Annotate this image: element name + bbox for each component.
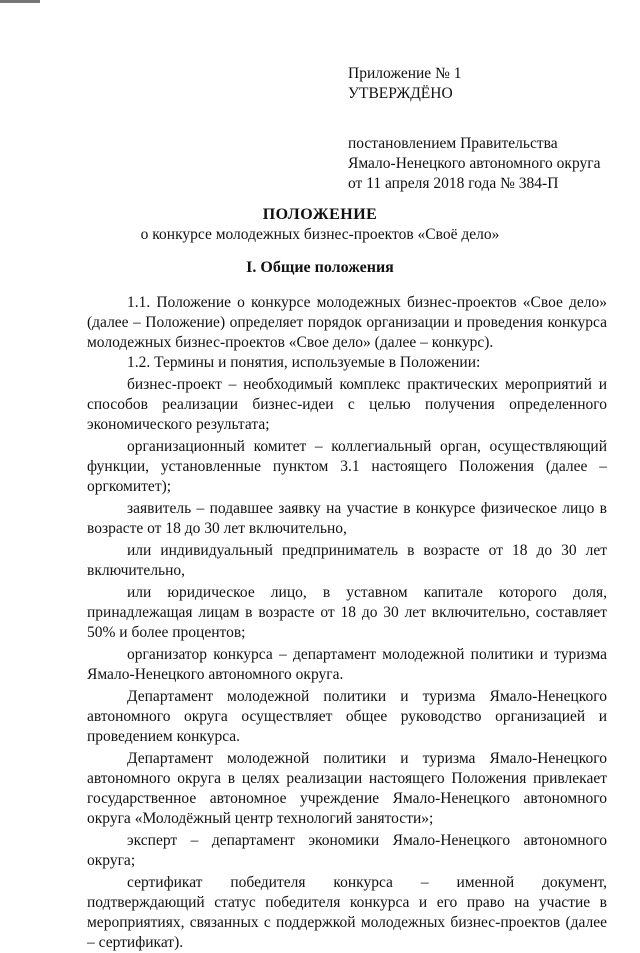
term-applicant: заявитель – подавшее заявку на участие в конкурсе физическое лицо в возрасте от 18 до 30 лет включительно, [87,500,607,537]
document-body [87,293,607,953]
decree-line-3: от 11 апреля 2018 года № 384-П [348,175,559,192]
document-title-block [0,205,640,245]
department-involves-center: Департамент молодежной политики и туризма Ямало-Ненецкого автономного округа в целях реализации настоящего Положения привлекает государственное автономное учреждение Ямало-Ненецкого автономного округа «Молодёжный центр технологий занятости»; [87,750,607,827]
term-business-project: бизнес-проект – необходимый комплекс практических мероприятий и способов реализации бизнес-идеи с целью получения определенного экономического результата; [87,376,607,433]
section-heading: I. Общие положения [246,259,394,276]
term-applicant-entrepreneur: или индивидуальный предприниматель в возрасте от 18 до 30 лет включительно, [87,542,607,579]
approved-label: УТВЕРЖДЁНО [348,85,453,102]
appendix-number: Приложение № 1 [348,65,462,82]
decree-line-1: постановлением Правительства [348,135,558,152]
document-subtitle: о конкурсе молодежных бизнес-проектов «Своё дело» [140,226,500,243]
document-title: ПОЛОЖЕНИЕ [262,206,378,223]
term-organizer: организатор конкурса – департамент молодежной политики и туризма Ямало-Ненецкого автономного округа. [87,646,607,683]
paragraph-1-2: 1.2. Термины и понятия, используемые в Положении: [127,354,481,371]
decree-line-2: Ямало-Ненецкого автономного округа [348,155,601,172]
scan-edge-mark [0,0,40,3]
term-certificate: сертификат победителя конкурса – именной документ, подтверждающий статус победителя конкурса и его право на участие в мероприятиях, связанных с поддержкой молодежных бизнес-проектов (далее – сертификат). [87,874,607,951]
department-role: Департамент молодежной политики и туризма Ямало-Ненецкого автономного округа осуществляет общее руководство организацией и проведением конкурса. [87,688,607,745]
approval-stamp-block [348,64,628,194]
term-org-committee: организационный комитет – коллегиальный орган, осуществляющий функции, установленные пунктом 3.1 настоящего Положения (далее – оргкомитет); [87,438,607,495]
term-expert: эксперт – департамент экономики Ямало-Ненецкого автономного округа; [87,832,607,869]
paragraph-1-1: 1.1. Положение о конкурсе молодежных бизнес-проектов «Свое дело» (далее – Положение) определяет порядок организации и проведения конкурса молодежных бизнес-проектов «Свое дело» (далее – конкурс). [87,294,607,351]
term-applicant-legal-entity: или юридическое лицо, в уставном капитале которого доля, принадлежащая лицам в возрасте от 18 до 30 лет включительно, составляет 50% и более процентов; [87,584,607,641]
